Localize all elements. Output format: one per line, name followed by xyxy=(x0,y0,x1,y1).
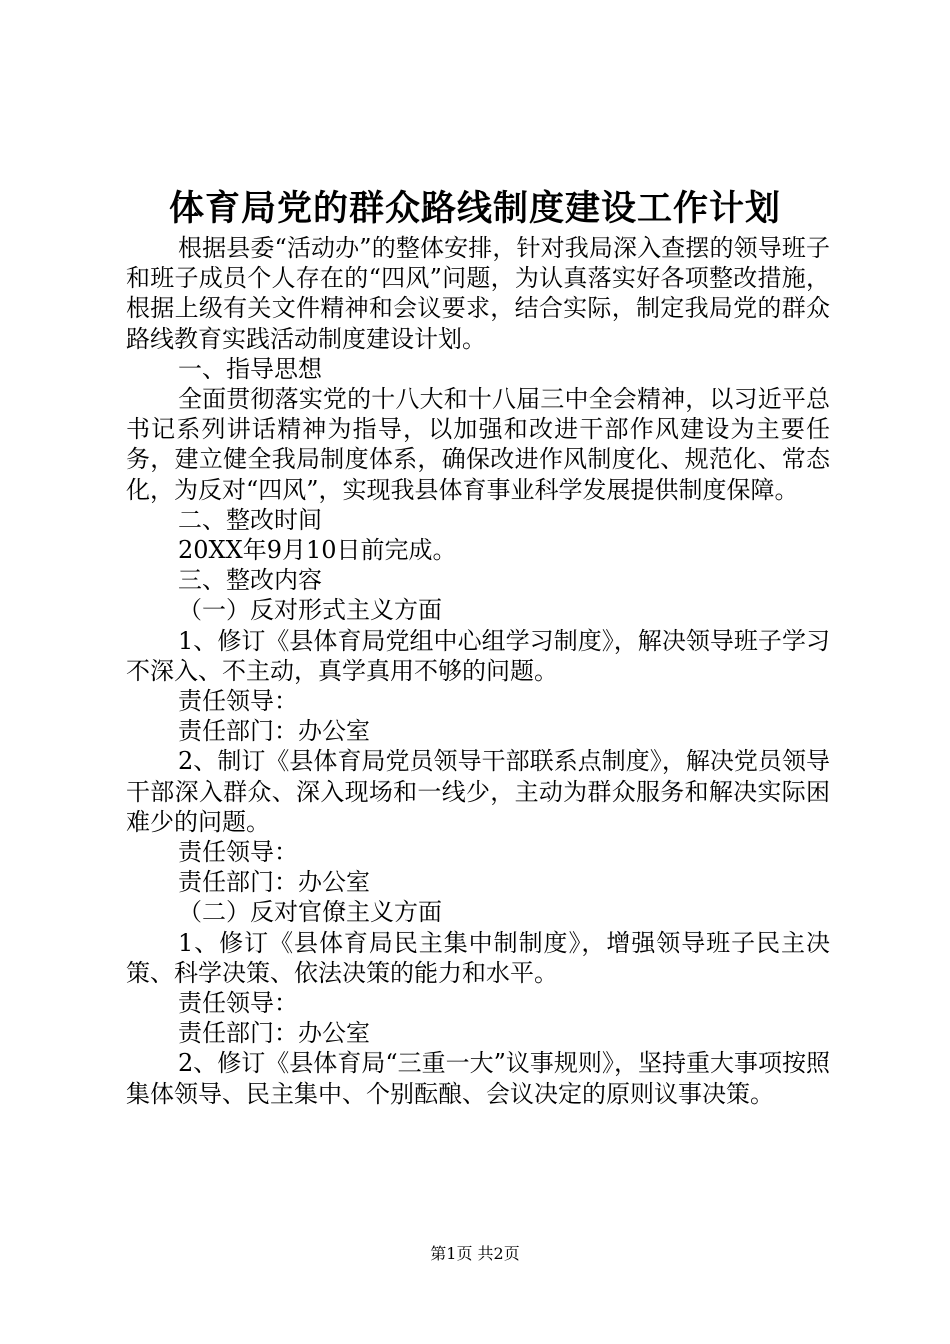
paragraph-intro: 根据县委“活动办”的整体安排，针对我局深入查摆的领导班子和班子成员个人存在的“四风”问题，为认真落实好各项整改措施，根据上级有关文件精神和会议要求，结合实际，制定我局党的群众路线教育实践活动制度建设计划。 xyxy=(126,234,830,353)
heading-rectification-time: 二、整改时间 xyxy=(178,505,322,534)
item-bureaucratism-1: 1、修订《县体育局民主集中制制度》，增强领导班子民主决策、科学决策、依法决策的能力和水平。 xyxy=(126,928,830,987)
document-body xyxy=(126,233,830,1109)
item-bureaucratism-2: 2、修订《县体育局“三重一大”议事规则》，坚持重大事项按照集体领导、民主集中、个别酝酿、会议决定的原则议事决策。 xyxy=(126,1049,830,1108)
responsible-leader: 责任领导： xyxy=(178,989,298,1018)
subheading-bureaucratism: （二）反对官僚主义方面 xyxy=(178,898,442,927)
page-footer: 第1页 共2页 xyxy=(430,1244,520,1263)
responsible-leader: 责任领导： xyxy=(178,838,298,867)
subheading-formalism: （一）反对形式主义方面 xyxy=(178,596,442,625)
document-title: 体育局党的群众路线制度建设工作计划 xyxy=(168,189,781,229)
heading-rectification-content: 三、整改内容 xyxy=(178,566,322,595)
item-formalism-2: 2、制订《县体育局党员领导干部联系点制度》，解决党员领导干部深入群众、深入现场和一线少，主动为群众服务和解决实际困难少的问题。 xyxy=(126,747,830,836)
item-formalism-1: 1、修订《县体育局党组中心组学习制度》，解决领导班子学习不深入、不主动，真学真用不够的问题。 xyxy=(126,626,830,685)
responsible-department: 责任部门：办公室 xyxy=(178,868,370,897)
responsible-department: 责任部门：办公室 xyxy=(178,717,370,746)
responsible-leader: 责任领导： xyxy=(178,687,298,716)
paragraph-rectification-time: 20XX年9月10日前完成。 xyxy=(178,536,457,565)
heading-guiding-thought: 一、指导思想 xyxy=(178,354,322,383)
responsible-department: 责任部门：办公室 xyxy=(178,1019,370,1048)
paragraph-guiding-thought: 全面贯彻落实党的十八大和十八届三中全会精神，以习近平总书记系列讲话精神为指导，以加强和改进干部作风建设为主要任务，建立健全我局制度体系，确保改进作风制度化、规范化、常态化，为反对“四风”，实现我县体育事业科学发展提供制度保障。 xyxy=(126,385,830,504)
